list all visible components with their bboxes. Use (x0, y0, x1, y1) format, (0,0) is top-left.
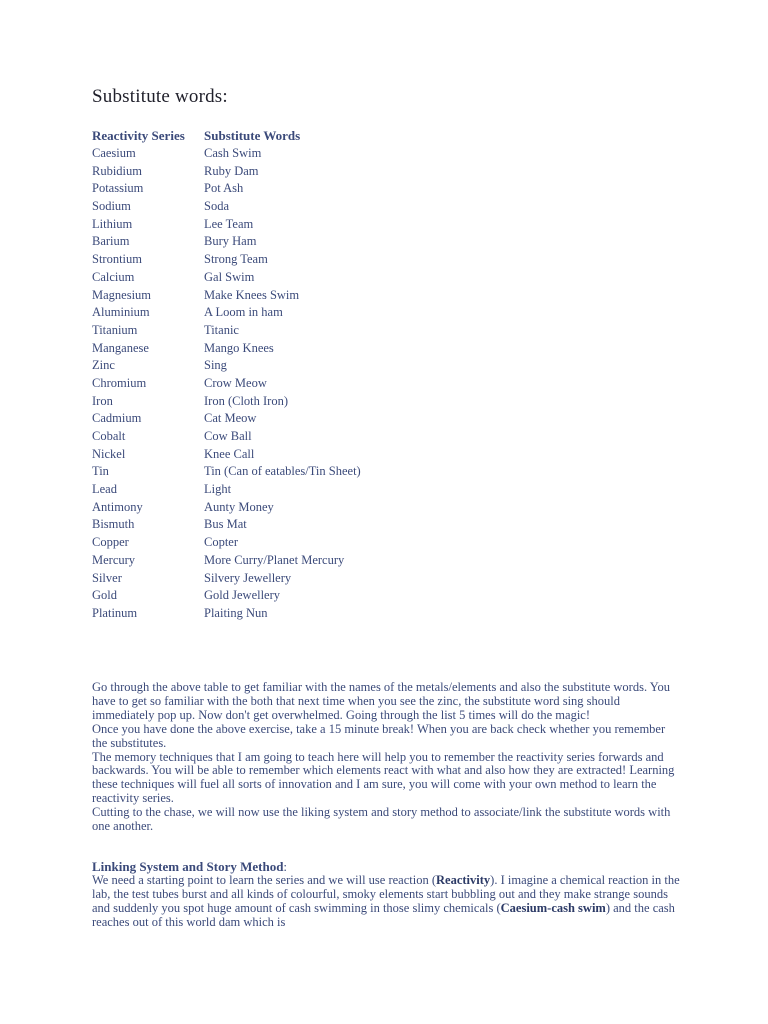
table-row (92, 217, 452, 235)
substitute-word-cell: Lee Team (204, 216, 254, 231)
substitute-word-cell: Make Knees Swim (204, 287, 300, 302)
metal-name-cell: Lead (92, 482, 117, 497)
metal-name-cell: Barium (92, 234, 130, 249)
paragraph: Once you have done the above exercise, take a 15 minute break! When you are back check whether you remember the substitutes. (92, 721, 666, 750)
metal-name-cell: Bismuth (92, 517, 135, 532)
substitute-word-cell: Copter (204, 535, 239, 550)
metal-name-cell: Cobalt (92, 429, 126, 443)
document-title: Substitute words: (92, 86, 228, 107)
substitute-word-cell: Strong Team (204, 252, 268, 267)
table-row (92, 553, 452, 571)
substitute-word-cell: Silvery Jewellery (204, 570, 292, 585)
metal-name-cell: Gold (92, 588, 117, 603)
table-row (92, 535, 452, 553)
substitute-word-cell: Bus Mat (204, 517, 247, 532)
metal-name-cell: Titanium (92, 322, 138, 337)
substitute-word-cell: Gold Jewellery (204, 588, 281, 603)
table-row (92, 429, 452, 447)
paragraph: Go through the above table to get familiar with the names of the metals/elements and also the substitute words. You have to get so familiar with the both that next time when you see the zinc, the substitute word sing should immediately pop up. Now don't get overwhelmed. Going through the list 5 times will do the magic! (92, 680, 671, 722)
paragraph: The memory techniques that I am going to teach here will help you to remember the reactivity series forwards and backwards. You will be able to remember which elements react with what and also how they are extracted! Learning these techniques will fuel all sorts of innovation and I am sure, you will come with your own method to learn the reactivity series. (92, 749, 675, 806)
substitute-word-cell: Pot Ash (204, 181, 244, 196)
metal-name-cell: Tin (92, 464, 109, 479)
substitute-word-cell: Cow Ball (204, 429, 252, 443)
metal-name-cell: Calcium (92, 269, 135, 284)
table-row (92, 447, 452, 465)
table-row (92, 199, 452, 217)
substitute-word-cell: Plaiting Nun (204, 605, 268, 620)
metal-name-cell: Magnesium (92, 287, 152, 302)
story-keyword: Caesium-cash swim (500, 900, 606, 915)
section-heading-colon: : (283, 859, 288, 874)
metal-name-cell: Silver (92, 570, 122, 585)
instructions-text (92, 681, 682, 834)
substitute-word-cell: Ruby Dam (204, 163, 259, 178)
metal-name-cell: Sodium (92, 199, 131, 214)
table-row (92, 305, 452, 323)
table-row (92, 517, 452, 535)
metal-name-cell: Mercury (92, 552, 136, 567)
table-row (92, 164, 452, 182)
substitute-word-cell: Titanic (204, 322, 239, 337)
story-keyword: Reactivity (436, 873, 491, 887)
table-row (92, 464, 452, 482)
table-row (92, 571, 452, 589)
metal-name-cell: Nickel (92, 446, 126, 461)
story-paragraph (92, 874, 682, 930)
substitute-word-cell: Cat Meow (204, 411, 257, 426)
substitute-word-cell: Light (204, 482, 232, 497)
table-row (92, 588, 452, 606)
table-row (92, 341, 452, 359)
metal-name-cell: Zinc (92, 358, 115, 373)
metal-name-cell: Rubidium (92, 163, 143, 178)
metal-name-cell: Caesium (92, 146, 136, 160)
table-row (92, 270, 452, 288)
substitute-word-cell: Tin (Can of eatables/Tin Sheet) (204, 464, 361, 479)
metal-name-cell: Cadmium (92, 411, 142, 426)
table-row (92, 500, 452, 518)
substitute-word-cell: Iron (Cloth Iron) (204, 393, 289, 408)
story-text: ) and the cash reaches out of this world dam which is (92, 900, 675, 929)
substitute-word-cell: Aunty Money (204, 499, 274, 514)
table-row (92, 358, 452, 376)
substitute-word-cell: Bury Ham (204, 234, 257, 249)
column-header-substitute-words: Substitute Words (204, 128, 301, 143)
metal-name-cell: Strontium (92, 252, 143, 267)
substitute-word-cell: Knee Call (204, 446, 255, 461)
table-row (92, 181, 452, 199)
table-row (92, 376, 452, 394)
substitute-word-cell: Crow Meow (204, 375, 267, 390)
story-text: ). I imagine a chemical reaction in the lab, the test tubes burst and all kinds of colourful, smoky elements start bubbling out and they make strange sounds and suddenly you spot huge amount of cash swimming in those slimy chemicals ( (92, 873, 680, 915)
table-row (92, 606, 452, 624)
metal-name-cell: Chromium (92, 375, 147, 390)
column-header-reactivity-series: Reactivity Series (92, 128, 185, 143)
metal-name-cell: Potassium (92, 181, 144, 196)
substitute-word-cell: Sing (204, 358, 227, 373)
table-row (92, 323, 452, 341)
table-row (92, 482, 452, 500)
metal-name-cell: Aluminium (92, 305, 150, 320)
metal-name-cell: Platinum (92, 605, 138, 620)
metal-name-cell: Lithium (92, 216, 133, 231)
paragraph: Cutting to the chase, we will now use the liking system and story method to associate/link the substitute words with one another. (92, 805, 671, 834)
metal-name-cell: Antimony (92, 499, 143, 514)
substitute-word-cell: Cash Swim (204, 146, 262, 160)
table-row (92, 252, 452, 270)
substitute-word-cell: More Curry/Planet Mercury (204, 552, 345, 567)
table-row (92, 146, 452, 164)
substitute-word-cell: Mango Knees (204, 340, 274, 355)
table-row (92, 234, 452, 252)
metal-name-cell: Copper (92, 535, 129, 550)
section-heading-text: Linking System and Story Method (92, 859, 284, 874)
substitute-words-table (92, 146, 452, 624)
table-header-row (92, 128, 422, 146)
substitute-word-cell: Soda (204, 199, 229, 214)
metal-name-cell: Iron (92, 393, 113, 408)
substitute-word-cell: Gal Swim (204, 269, 255, 284)
story-text: We need a starting point to learn the series and we will use reaction ( (92, 873, 437, 887)
table-row (92, 288, 452, 306)
metal-name-cell: Manganese (92, 340, 149, 355)
table-row (92, 411, 452, 429)
substitute-word-cell: A Loom in ham (204, 305, 283, 320)
table-row (92, 394, 452, 412)
